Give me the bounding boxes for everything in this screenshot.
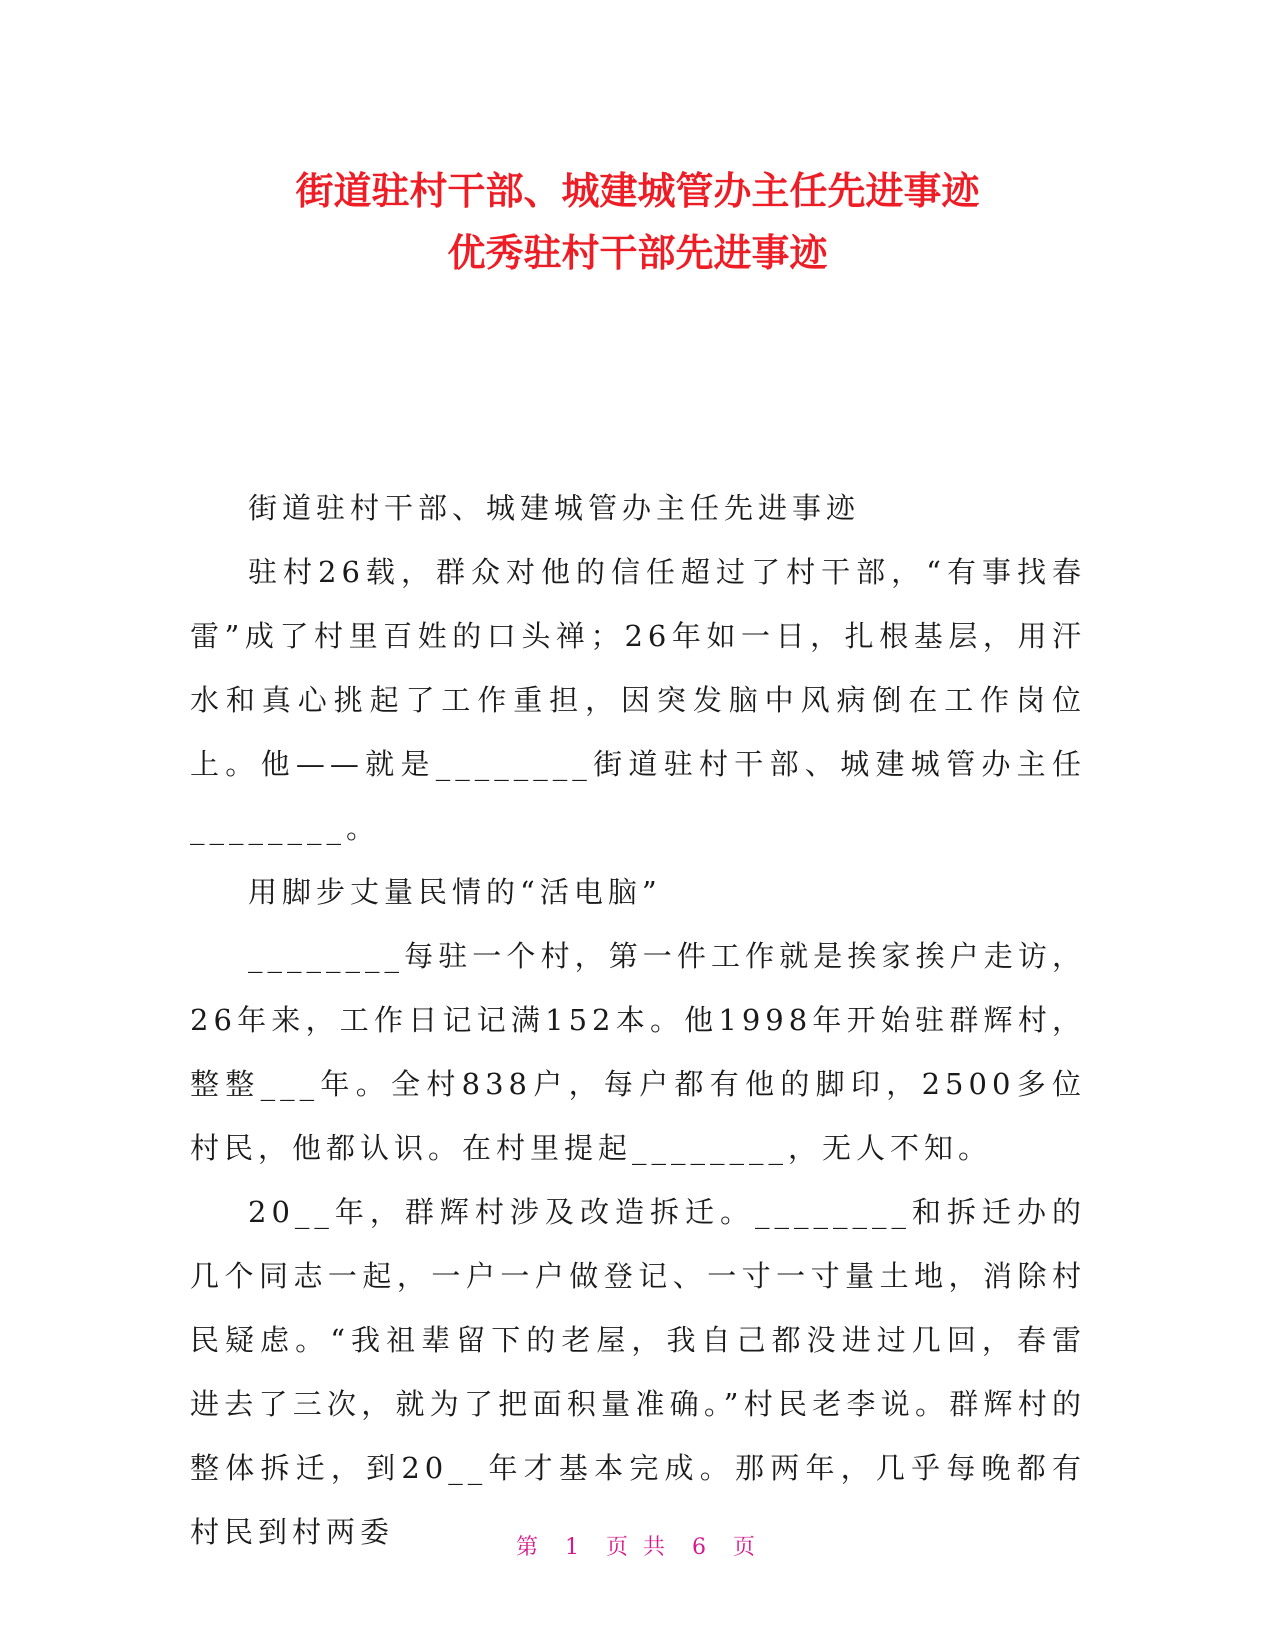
footer-prefix: 第 <box>515 1535 542 1560</box>
footer-middle: 页 共 <box>606 1535 669 1560</box>
paragraph-subheading: 用脚步丈量民情的“活电脑” <box>248 875 662 909</box>
title-line-1: 街道驻村干部、城建城管办主任先进事迹 <box>295 169 980 213</box>
footer-total-pages: 6 <box>692 1535 710 1560</box>
footer-page-number: 1 <box>565 1535 583 1560</box>
document-title <box>0 160 1275 284</box>
paragraph-relocation: 20__年，群辉村涉及改造拆迁。________和拆迁办的几个同志一起，一户一户做登记、一寸一寸量土地，消除村民疑虑。“我祖辈留下的老屋，我自己都没进过几回，春雷进去了三次，就为了把面积量准确。”村民老李说。群辉村的整体拆迁，到20__年才基本完成。那两年，几乎每晚都有村民到村两委 <box>190 1195 1086 1549</box>
paragraph-heading: 街道驻村干部、城建城管办主任先进事迹 <box>248 491 861 525</box>
footer-suffix: 页 <box>733 1535 760 1560</box>
paragraph-intro: 驻村26载，群众对他的信任超过了村干部，“有事找春雷”成了村里百姓的口头禅；26年如一日，扎根基层，用汗水和真心挑起了工作重担，因突发脑中风病倒在工作岗位上。他——就是________街道驻村干部、城建城管办主任________。 <box>190 555 1086 845</box>
title-line-2: 优秀驻村干部先进事迹 <box>447 231 828 275</box>
paragraph-visits: ________每驻一个村，第一件工作就是挨家挨户走访，26年来，工作日记记满152本。他1998年开始驻群辉村，整整___年。全村838户，每户都有他的脚印，2500多位村民，他都认识。在村里提起________，无人不知。 <box>190 939 1086 1165</box>
document-body <box>190 476 1086 1564</box>
page-footer <box>0 1530 1275 1561</box>
